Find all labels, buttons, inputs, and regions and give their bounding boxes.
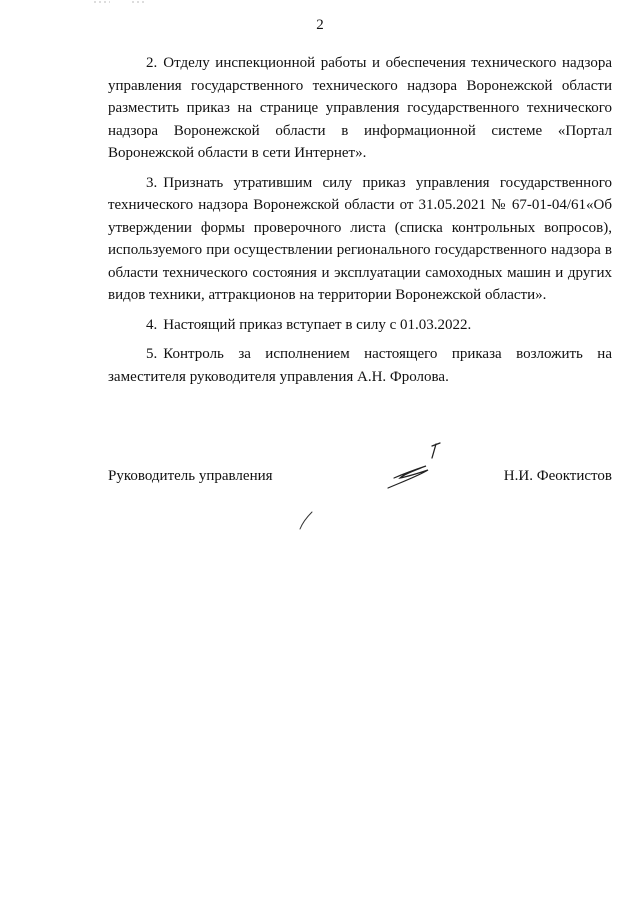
paragraph-text: Признать утратившим силу приказ управления государственного технического надзора Воронежской области от 31.05.2021 № 67-01-04/61«Об утверждении формы проверочного листа (списка контрольных вопросов), используемого при осуществлении регионального государственного надзора в области технического состояния и эксплуатации самоходных машин и других видов техники, аттракционов на территории Воронежской области». bbox=[108, 174, 612, 303]
paragraph-5 bbox=[108, 343, 612, 388]
paragraph-number: 3. bbox=[146, 174, 158, 191]
paragraph-number: 2. bbox=[146, 55, 158, 71]
paragraph-text: Отделу инспекционной работы и обеспечения технического надзора управления государственного технического надзора Воронежской области разместить приказ на странице управления государственного технического надзора Воронежской области в информационной системе «Портал Воронежской области в сети Интернет». bbox=[108, 55, 612, 161]
paragraph-3 bbox=[108, 172, 612, 307]
paragraph-number: 4. bbox=[146, 316, 158, 333]
paragraph-text: Настоящий приказ вступает в силу с 01.03.2022. bbox=[163, 316, 472, 333]
document-body bbox=[108, 52, 612, 395]
paragraph-number: 5. bbox=[146, 346, 158, 362]
signatory-name: Н.И. Феоктистов bbox=[503, 468, 612, 484]
signature-block bbox=[108, 468, 612, 492]
handwritten-signature bbox=[380, 438, 450, 498]
paragraph-2 bbox=[108, 52, 612, 165]
signatory-position: Руководитель управления bbox=[108, 468, 273, 484]
pen-stroke-mark bbox=[296, 508, 318, 532]
page-number: 2 bbox=[316, 17, 324, 33]
paragraph-4 bbox=[108, 314, 612, 337]
scan-artifact-marks bbox=[92, 0, 152, 6]
paragraph-text: Контроль за исполнением настоящего приказа возложить на заместителя руководителя управления А.Н. Фролова. bbox=[108, 346, 612, 385]
